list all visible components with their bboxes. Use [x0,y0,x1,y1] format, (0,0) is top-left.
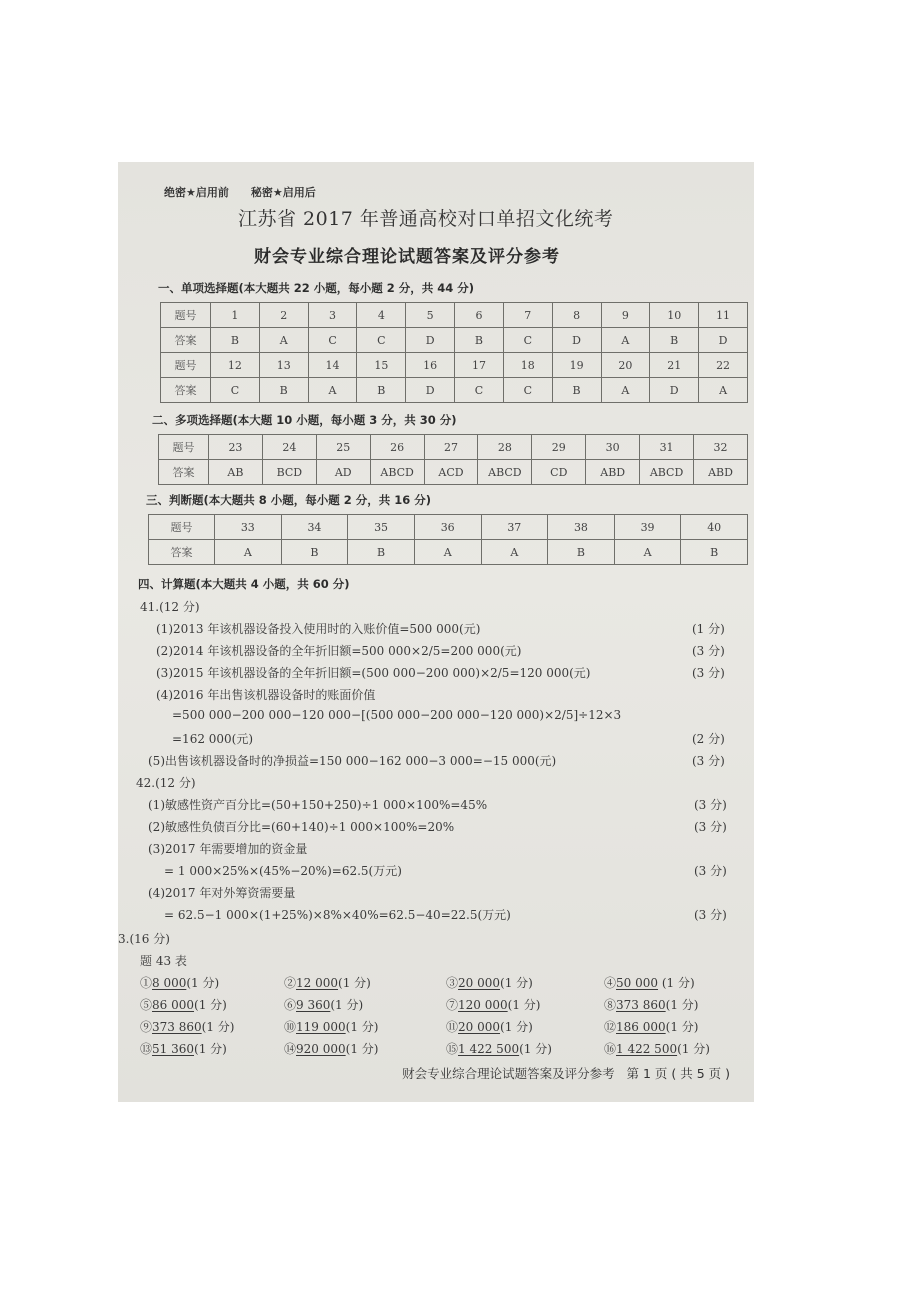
q43-answer-item [604,974,695,991]
section1-table [160,302,748,403]
q42-line3a: = 1 000×25%×(45%−20%)=62.5(万元) [164,864,402,878]
q41-score1: (1 分) [692,622,725,636]
answer-cell: D [552,328,601,353]
question-number: 24 [262,435,316,460]
question-number: 33 [215,515,282,540]
question-number: 3 [308,303,357,328]
item-points: (1 分) [186,976,220,990]
table-row [161,303,748,328]
q41-score5: (3 分) [692,754,725,768]
item-marker: ⑫ [604,1020,617,1034]
item-value: 1 422 500 [458,1042,520,1056]
answer-cell: ABD [586,460,640,485]
answer-cell: A [308,378,357,403]
answer-cell: D [650,378,699,403]
answer-cell: CD [532,460,586,485]
question-number: 9 [601,303,650,328]
question-number: 30 [586,435,640,460]
question-number: 29 [532,435,586,460]
answer-cell: C [211,378,260,403]
secrecy-marks [164,184,316,200]
secret-after-label: 秘密★启用后 [250,186,316,199]
item-value: 9 360 [296,998,331,1012]
answer-cell: C [503,328,552,353]
q43-answer-item [140,1040,227,1057]
q42-score1: (3 分) [694,798,727,812]
item-points: (1 分) [500,976,533,990]
answer-cell: D [699,328,748,353]
secret-before-label: 绝密★启用前 [164,186,229,199]
row-label-answer: 答案 [149,540,215,565]
answer-cell: B [357,378,406,403]
answer-cell: A [601,328,650,353]
answer-cell: D [406,328,455,353]
item-points: (1 分) [677,1042,710,1056]
q41-line4a: =500 000−200 000−120 000−[(500 000−200 000−120 000)×2/5]÷12×3 [172,708,622,722]
section1-heading: 一、单项选择题(本大题共 22 小题，每小题 2 分，共 44 分) [158,281,475,295]
item-marker: ⑩ [284,1020,297,1034]
answer-cell: B [650,328,699,353]
q42-line3: (3)2017 年需要增加的资金量 [148,842,308,856]
q42-score4: (3 分) [694,908,727,922]
question-number: 10 [650,303,699,328]
table-row [149,515,748,540]
q43-answer-item [140,974,219,991]
question-number: 12 [211,353,260,378]
question-number: 4 [357,303,406,328]
question-number: 25 [316,435,370,460]
row-label-question-no: 题号 [161,303,211,328]
item-value: 50 000 [616,976,659,990]
item-value: 51 360 [152,1042,195,1056]
q42-line1: (1)敏感性资产百分比=(50+150+250)÷1 000×100%=45% [148,798,488,812]
item-marker: ⑮ [446,1042,459,1056]
row-label-answer: 答案 [161,378,211,403]
question-number: 6 [455,303,504,328]
q43-answer-item [446,1040,552,1057]
item-points: (1 分) [507,998,541,1012]
item-marker: ③ [446,976,459,990]
item-marker: ⑬ [140,1042,153,1056]
item-value: 186 000 [616,1020,666,1034]
q41-line4b: =162 000(元) [172,732,254,746]
item-value: 120 000 [458,998,508,1012]
item-points: (1 分) [201,1020,235,1034]
question-number: 5 [406,303,455,328]
q41-line3: (3)2015 年该机器设备的全年折旧额=(500 000−200 000)×2/5=120 000(元) [156,666,591,680]
question-number: 11 [699,303,748,328]
answer-cell: A [414,540,481,565]
answer-cell: A [259,328,308,353]
q42-line4: (4)2017 年对外筹资需要量 [148,886,296,900]
q43-answer-item [284,974,371,991]
q41-score2: (3 分) [692,644,725,658]
question-number: 21 [650,353,699,378]
answer-cell: AD [316,460,370,485]
answer-cell: B [281,540,348,565]
answer-cell: A [481,540,548,565]
q43-answer-item [446,1018,533,1035]
q43-answer-item [284,996,363,1013]
question-number: 7 [503,303,552,328]
answer-cell: B [211,328,260,353]
answer-cell: ACD [424,460,478,485]
table-row [161,328,748,353]
q43-answer-item [284,1018,378,1035]
answer-cell: BCD [262,460,316,485]
section4-heading: 四、计算题(本大题共 4 小题，共 60 分) [138,577,350,591]
row-label-question-no: 题号 [159,435,209,460]
section2-table [158,434,748,485]
question-number: 40 [681,515,748,540]
table-row [161,378,748,403]
item-value: 920 000 [296,1042,346,1056]
q42-score3: (3 分) [694,864,727,878]
item-marker: ⑪ [446,1020,459,1034]
question-number: 16 [406,353,455,378]
q42-score2: (3 分) [694,820,727,834]
answer-cell: D [406,378,455,403]
question-number: 34 [281,515,348,540]
section3-heading: 三、判断题(本大题共 8 小题，每小题 2 分，共 16 分) [146,493,432,507]
answer-cell: C [455,378,504,403]
item-points: (1 分) [345,1042,379,1056]
page-title: 江苏省 2017 年普通高校对口单招文化统考 [238,208,614,230]
question-number: 15 [357,353,406,378]
item-points: (1 分) [665,998,699,1012]
q43-answer-item [604,996,698,1013]
item-points: (1 分) [658,976,695,990]
answer-cell: B [548,540,615,565]
footer-page-number: 第 1 页 ( 共 5 页 ) [626,1066,730,1081]
item-points: (1 分) [665,1020,699,1034]
table-row [161,353,748,378]
question-number: 31 [640,435,694,460]
q43-answer-item [604,1018,698,1035]
q41-line2: (2)2014 年该机器设备的全年折旧额=500 000×2/5=200 000(元) [156,644,522,658]
q41-score4: (2 分) [692,732,725,746]
page-footer [402,1064,730,1082]
row-label-answer: 答案 [161,328,211,353]
question-number: 38 [548,515,615,540]
question-number: 27 [424,435,478,460]
section3-table [148,514,748,565]
section2-heading: 二、多项选择题(本大题 10 小题，每小题 3 分，共 30 分) [152,413,457,427]
q42-line4a: = 62.5−1 000×(1+25%)×8%×40%=62.5−40=22.5(万元) [164,908,511,922]
question-number: 13 [259,353,308,378]
q41-line1: (1)2013 年该机器设备投入使用时的入账价值=500 000(元) [156,622,481,636]
question-number: 39 [614,515,681,540]
q42-line2: (2)敏感性负债百分比=(60+140)÷1 000×100%=20% [148,820,455,834]
question-number: 19 [552,353,601,378]
question-number: 14 [308,353,357,378]
q43-label: 3.(16 分) [118,932,170,946]
q41-line4: (4)2016 年出售该机器设备时的账面价值 [156,688,376,702]
answer-cell: A [601,378,650,403]
item-marker: ⑯ [604,1042,617,1056]
question-number: 22 [699,353,748,378]
item-marker: ④ [604,976,617,990]
table-row [159,460,748,485]
table-row [159,435,748,460]
item-value: 12 000 [296,976,339,990]
item-marker: ⑧ [604,998,617,1012]
item-marker: ⑨ [140,1020,153,1034]
q43-answer-item [140,1018,234,1035]
question-number: 2 [259,303,308,328]
item-marker: ⑦ [446,998,459,1012]
item-points: (1 分) [338,976,371,990]
page-subtitle: 财会专业综合理论试题答案及评分参考 [254,247,560,267]
answer-cell: C [503,378,552,403]
answer-cell: C [308,328,357,353]
item-value: 373 860 [616,998,666,1012]
question-number: 1 [211,303,260,328]
answer-cell: B [259,378,308,403]
item-marker: ⑥ [284,998,297,1012]
q41-line5: (5)出售该机器设备时的净损益=150 000−162 000−3 000=−15 000(元) [148,754,557,768]
question-number: 28 [478,435,532,460]
q42-label: 42.(12 分) [136,776,196,790]
answer-cell: AB [209,460,263,485]
item-value: 1 422 500 [616,1042,678,1056]
answer-cell: B [552,378,601,403]
q41-label: 41.(12 分) [140,600,200,614]
row-label-question-no: 题号 [161,353,211,378]
row-label-answer: 答案 [159,460,209,485]
q43-answer-item [446,996,540,1013]
answer-cell: ABCD [478,460,532,485]
question-number: 20 [601,353,650,378]
item-value: 20 000 [458,1020,501,1034]
answer-cell: A [699,378,748,403]
item-points: (1 分) [519,1042,552,1056]
q43-answer-item [446,974,533,991]
question-number: 18 [503,353,552,378]
item-marker: ② [284,976,297,990]
answer-cell: B [455,328,504,353]
item-value: 119 000 [296,1020,346,1034]
item-marker: ⑭ [284,1042,297,1056]
row-label-question-no: 题号 [149,515,215,540]
item-points: (1 分) [500,1020,533,1034]
q43-answer-item [284,1040,378,1057]
question-number: 26 [370,435,424,460]
item-marker: ⑤ [140,998,153,1012]
question-number: 8 [552,303,601,328]
question-number: 23 [209,435,263,460]
item-points: (1 分) [345,1020,379,1034]
answer-cell: A [215,540,282,565]
exam-answer-sheet [118,162,754,1102]
question-number: 32 [694,435,748,460]
item-points: (1 分) [330,998,364,1012]
question-number: 17 [455,353,504,378]
question-number: 37 [481,515,548,540]
item-value: 20 000 [458,976,501,990]
table-row [149,540,748,565]
q43-answer-item [604,1040,710,1057]
q41-score3: (3 分) [692,666,725,680]
q43-table-label: 题 43 表 [140,954,187,968]
answer-cell: ABCD [640,460,694,485]
answer-cell: ABD [694,460,748,485]
answer-cell: B [348,540,415,565]
question-number: 36 [414,515,481,540]
answer-cell: C [357,328,406,353]
item-value: 86 000 [152,998,195,1012]
answer-cell: B [681,540,748,565]
item-value: 8 000 [152,976,187,990]
question-number: 35 [348,515,415,540]
footer-text: 财会专业综合理论试题答案及评分参考 [402,1066,615,1081]
answer-cell: ABCD [370,460,424,485]
item-value: 373 860 [152,1020,202,1034]
item-points: (1 分) [194,1042,227,1056]
answer-cell: A [614,540,681,565]
q43-answer-item [140,996,227,1013]
item-points: (1 分) [194,998,227,1012]
item-marker: ① [140,976,153,990]
